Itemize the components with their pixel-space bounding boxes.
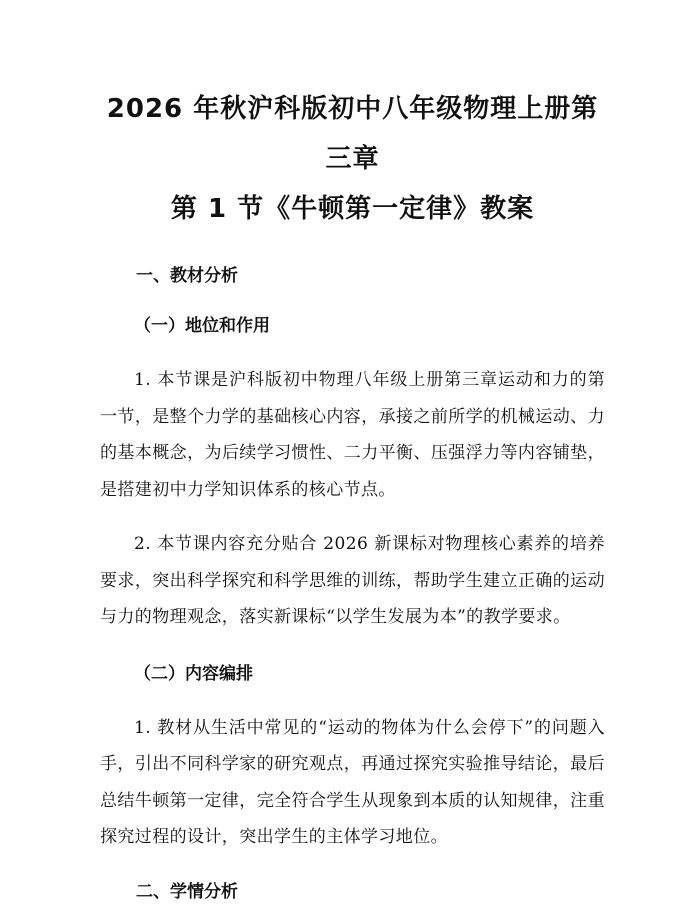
subsection-heading-role: （一）地位和作用 — [134, 316, 270, 336]
subsection-heading-content-arrangement: （二）内容编排 — [134, 663, 253, 684]
paragraph-content-arrangement-1: 1. 教材从生活中常见的“运动的物体为什么会停下”的问题入手，引出不同科学家的研究观点，再通过探究实验推导结论，最后总结牛顿第一定律，完全符合学生从现象到本质的认知规律，注重探究过程的设计，突出学生的主体学习地位。 — [100, 717, 605, 847]
paragraph-role-2: 2. 本节课内容充分贴合 2026 新课标对物理核心素养的培养要求，突出科学探究和科学思维的训练，帮助学生建立正确的运动与力的物理观念，落实新课标“以学生发展为本”的教学要求。 — [100, 534, 605, 627]
section-heading-textbook-analysis: 一、教材分析 — [136, 266, 238, 286]
section-heading-student-analysis: 二、学情分析 — [136, 881, 238, 902]
paragraph-role-1: 1. 本节课是沪科版初中物理八年级上册第三章运动和力的第一节，是整个力学的基础核心内容，承接之前所学的机械运动、力的基本概念，为后续学习惯性、二力平衡、压强浮力等内容铺垫，是搭建初中力学知识体系的核心节点。 — [100, 370, 605, 500]
document-title-line-2: 第 1 节《牛顿第一定律》教案 — [170, 194, 535, 224]
document-title-line-1: 2026 年秋沪科版初中八年级物理上册第三章 — [106, 94, 599, 174]
